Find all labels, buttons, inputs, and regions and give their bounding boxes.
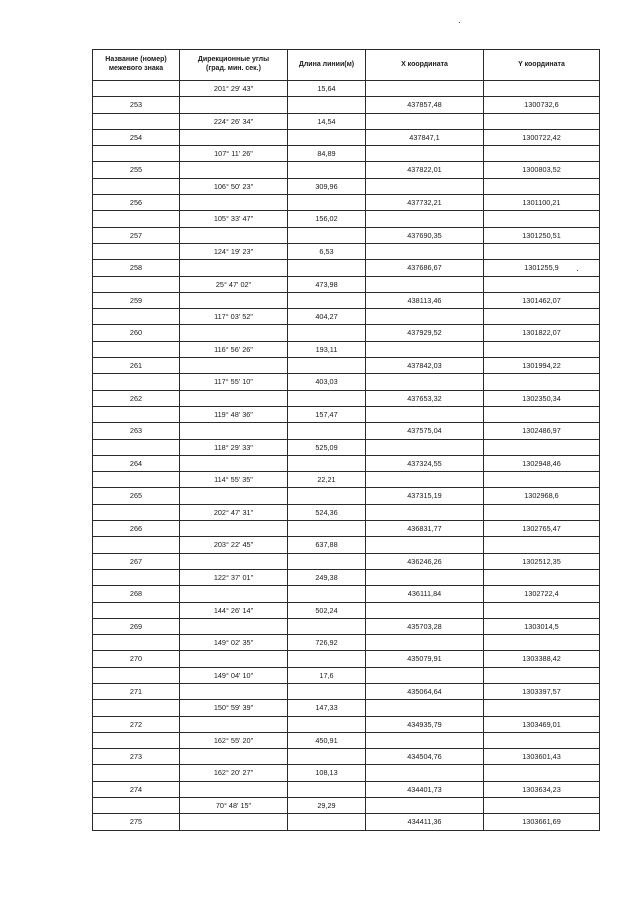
- direction-angle-cell: 114° 55' 35": [180, 472, 288, 488]
- line-length-cell: 524,36: [288, 504, 366, 520]
- y-coordinate-cell: 1301994,22: [484, 358, 600, 374]
- empty-cell: [180, 488, 288, 504]
- direction-angle-cell: 25° 47' 02": [180, 276, 288, 292]
- y-coordinate-cell: 1302512,35: [484, 553, 600, 569]
- empty-cell: [93, 178, 180, 194]
- empty-cell: [366, 732, 484, 748]
- empty-cell: [288, 814, 366, 830]
- direction-angle-cell: 117° 55' 10": [180, 374, 288, 390]
- point-name-cell: 255: [93, 162, 180, 178]
- point-name-cell: 273: [93, 749, 180, 765]
- segment-row: [93, 146, 600, 162]
- empty-cell: [366, 504, 484, 520]
- segment-row: [93, 81, 600, 97]
- line-length-cell: 29,29: [288, 798, 366, 814]
- point-row: [93, 97, 600, 113]
- boundary-coordinates-table: [92, 49, 600, 831]
- empty-cell: [288, 260, 366, 276]
- empty-cell: [366, 602, 484, 618]
- empty-cell: [180, 97, 288, 113]
- direction-angle-cell: 116° 56' 26": [180, 341, 288, 357]
- empty-cell: [366, 211, 484, 227]
- point-name-cell: 271: [93, 683, 180, 699]
- empty-cell: [484, 178, 600, 194]
- x-coordinate-cell: 437690,35: [366, 227, 484, 243]
- direction-angle-cell: 124° 19' 23": [180, 243, 288, 259]
- empty-cell: [180, 325, 288, 341]
- point-name-cell: 259: [93, 292, 180, 308]
- y-coordinate-cell: 1302350,34: [484, 390, 600, 406]
- empty-cell: [93, 700, 180, 716]
- header-point-name: Название (номер) межевого знака: [93, 50, 180, 81]
- y-coordinate-cell: 1303469,01: [484, 716, 600, 732]
- empty-cell: [288, 325, 366, 341]
- empty-cell: [180, 586, 288, 602]
- direction-angle-cell: 70° 48' 15": [180, 798, 288, 814]
- empty-cell: [180, 390, 288, 406]
- empty-cell: [366, 569, 484, 585]
- point-row: [93, 292, 600, 308]
- point-row: [93, 455, 600, 471]
- x-coordinate-cell: 434504,76: [366, 749, 484, 765]
- segment-row: [93, 113, 600, 129]
- empty-cell: [366, 113, 484, 129]
- line-length-cell: 726,92: [288, 635, 366, 651]
- empty-cell: [288, 521, 366, 537]
- point-row: [93, 358, 600, 374]
- empty-cell: [93, 602, 180, 618]
- empty-cell: [288, 423, 366, 439]
- direction-angle-cell: 117° 03' 52": [180, 309, 288, 325]
- empty-cell: [484, 765, 600, 781]
- empty-cell: [484, 439, 600, 455]
- point-name-cell: 275: [93, 814, 180, 830]
- empty-cell: [93, 667, 180, 683]
- direction-angle-cell: 106° 50' 23": [180, 178, 288, 194]
- direction-angle-cell: 119° 48' 36": [180, 406, 288, 422]
- y-coordinate-cell: 1300732,6: [484, 97, 600, 113]
- empty-cell: [484, 537, 600, 553]
- line-length-cell: 6,53: [288, 243, 366, 259]
- empty-cell: [366, 146, 484, 162]
- point-name-cell: 263: [93, 423, 180, 439]
- x-coordinate-cell: 436111,84: [366, 586, 484, 602]
- empty-cell: [180, 814, 288, 830]
- empty-cell: [366, 309, 484, 325]
- segment-row: [93, 537, 600, 553]
- empty-cell: [288, 749, 366, 765]
- point-row: [93, 716, 600, 732]
- line-length-cell: 403,03: [288, 374, 366, 390]
- empty-cell: [180, 683, 288, 699]
- segment-row: [93, 472, 600, 488]
- empty-cell: [484, 341, 600, 357]
- empty-cell: [93, 439, 180, 455]
- empty-cell: [288, 586, 366, 602]
- point-name-cell: 264: [93, 455, 180, 471]
- empty-cell: [484, 700, 600, 716]
- empty-cell: [366, 798, 484, 814]
- empty-cell: [484, 146, 600, 162]
- point-row: [93, 586, 600, 602]
- line-length-cell: 156,02: [288, 211, 366, 227]
- empty-cell: [180, 521, 288, 537]
- empty-cell: [180, 781, 288, 797]
- line-length-cell: 22,21: [288, 472, 366, 488]
- empty-cell: [288, 488, 366, 504]
- empty-cell: [93, 113, 180, 129]
- point-name-cell: 265: [93, 488, 180, 504]
- line-length-cell: 108,13: [288, 765, 366, 781]
- empty-cell: [180, 227, 288, 243]
- point-row: [93, 227, 600, 243]
- empty-cell: [180, 716, 288, 732]
- y-coordinate-cell: 1303014,5: [484, 618, 600, 634]
- x-coordinate-cell: 438113,46: [366, 292, 484, 308]
- y-coordinate-cell: 1303634,23: [484, 781, 600, 797]
- point-row: [93, 651, 600, 667]
- empty-cell: [180, 129, 288, 145]
- empty-cell: [180, 292, 288, 308]
- direction-angle-cell: 122° 37' 01": [180, 569, 288, 585]
- empty-cell: [93, 537, 180, 553]
- empty-cell: [180, 423, 288, 439]
- empty-cell: [180, 618, 288, 634]
- direction-angle-cell: 105° 33' 47": [180, 211, 288, 227]
- segment-row: [93, 211, 600, 227]
- x-coordinate-cell: 435064,64: [366, 683, 484, 699]
- y-coordinate-cell: 1301100,21: [484, 195, 600, 211]
- empty-cell: [484, 602, 600, 618]
- empty-cell: [180, 651, 288, 667]
- x-coordinate-cell: 437686,67: [366, 260, 484, 276]
- empty-cell: [180, 260, 288, 276]
- empty-cell: [484, 472, 600, 488]
- point-name-cell: 272: [93, 716, 180, 732]
- point-name-cell: 257: [93, 227, 180, 243]
- segment-row: [93, 178, 600, 194]
- line-length-cell: 525,09: [288, 439, 366, 455]
- empty-cell: [366, 537, 484, 553]
- empty-cell: [288, 553, 366, 569]
- point-row: [93, 618, 600, 634]
- y-coordinate-cell: 1303601,43: [484, 749, 600, 765]
- empty-cell: [93, 309, 180, 325]
- empty-cell: [484, 667, 600, 683]
- segment-row: [93, 569, 600, 585]
- x-coordinate-cell: 437575,04: [366, 423, 484, 439]
- point-row: [93, 162, 600, 178]
- empty-cell: [93, 243, 180, 259]
- empty-cell: [484, 374, 600, 390]
- line-length-cell: 84,89: [288, 146, 366, 162]
- empty-cell: [366, 700, 484, 716]
- direction-angle-cell: 224° 26' 34": [180, 113, 288, 129]
- empty-cell: [366, 406, 484, 422]
- empty-cell: [484, 211, 600, 227]
- segment-row: [93, 309, 600, 325]
- line-length-cell: 309,96: [288, 178, 366, 194]
- empty-cell: [93, 472, 180, 488]
- x-coordinate-cell: 436246,26: [366, 553, 484, 569]
- segment-row: [93, 341, 600, 357]
- point-row: [93, 749, 600, 765]
- empty-cell: [93, 374, 180, 390]
- point-name-cell: 258: [93, 260, 180, 276]
- empty-cell: [288, 455, 366, 471]
- x-coordinate-cell: 436831,77: [366, 521, 484, 537]
- empty-cell: [180, 749, 288, 765]
- point-name-cell: 266: [93, 521, 180, 537]
- y-coordinate-cell: 1300722,42: [484, 129, 600, 145]
- x-coordinate-cell: 437324,55: [366, 455, 484, 471]
- empty-cell: [484, 732, 600, 748]
- segment-row: [93, 602, 600, 618]
- empty-cell: [180, 195, 288, 211]
- empty-cell: [484, 635, 600, 651]
- point-name-cell: 274: [93, 781, 180, 797]
- y-coordinate-cell: 1302968,6: [484, 488, 600, 504]
- x-coordinate-cell: 437315,19: [366, 488, 484, 504]
- segment-row: [93, 765, 600, 781]
- line-length-cell: 17,6: [288, 667, 366, 683]
- line-length-cell: 15,64: [288, 81, 366, 97]
- empty-cell: [93, 341, 180, 357]
- empty-cell: [93, 798, 180, 814]
- table-body: [93, 81, 600, 831]
- point-name-cell: 262: [93, 390, 180, 406]
- empty-cell: [288, 292, 366, 308]
- empty-cell: [484, 798, 600, 814]
- point-row: [93, 260, 600, 276]
- line-length-cell: 14,54: [288, 113, 366, 129]
- segment-row: [93, 504, 600, 520]
- point-row: [93, 488, 600, 504]
- point-name-cell: 269: [93, 618, 180, 634]
- line-length-cell: 450,91: [288, 732, 366, 748]
- empty-cell: [366, 276, 484, 292]
- empty-cell: [288, 683, 366, 699]
- point-row: [93, 390, 600, 406]
- point-row: [93, 683, 600, 699]
- point-row: [93, 325, 600, 341]
- empty-cell: [288, 781, 366, 797]
- empty-cell: [366, 765, 484, 781]
- empty-cell: [93, 276, 180, 292]
- line-length-cell: 473,98: [288, 276, 366, 292]
- empty-cell: [366, 178, 484, 194]
- y-coordinate-cell: 1303388,42: [484, 651, 600, 667]
- point-row: [93, 521, 600, 537]
- empty-cell: [484, 243, 600, 259]
- y-coordinate-cell: 1301255,9: [484, 260, 600, 276]
- x-coordinate-cell: 434935,79: [366, 716, 484, 732]
- x-coordinate-cell: 437653,32: [366, 390, 484, 406]
- direction-angle-cell: 107° 11' 26": [180, 146, 288, 162]
- empty-cell: [484, 113, 600, 129]
- x-coordinate-cell: 434401,73: [366, 781, 484, 797]
- line-length-cell: 502,24: [288, 602, 366, 618]
- empty-cell: [93, 732, 180, 748]
- y-coordinate-cell: 1301822,07: [484, 325, 600, 341]
- header-row: [93, 50, 600, 81]
- line-length-cell: 404,27: [288, 309, 366, 325]
- empty-cell: [366, 635, 484, 651]
- line-length-cell: 249,38: [288, 569, 366, 585]
- header-y-coordinate: Y координата: [484, 50, 600, 81]
- line-length-cell: 637,88: [288, 537, 366, 553]
- x-coordinate-cell: 437732,21: [366, 195, 484, 211]
- empty-cell: [93, 765, 180, 781]
- direction-angle-cell: 149° 04' 10": [180, 667, 288, 683]
- empty-cell: [180, 455, 288, 471]
- empty-cell: [484, 276, 600, 292]
- empty-cell: [366, 243, 484, 259]
- direction-angle-cell: 144° 26' 14": [180, 602, 288, 618]
- point-row: [93, 129, 600, 145]
- empty-cell: [180, 358, 288, 374]
- empty-cell: [484, 569, 600, 585]
- point-name-cell: 253: [93, 97, 180, 113]
- empty-cell: [93, 504, 180, 520]
- empty-cell: [484, 81, 600, 97]
- x-coordinate-cell: 437842,03: [366, 358, 484, 374]
- direction-angle-cell: 118° 29' 33": [180, 439, 288, 455]
- point-name-cell: 268: [93, 586, 180, 602]
- empty-cell: [288, 618, 366, 634]
- point-name-cell: 254: [93, 129, 180, 145]
- line-length-cell: 157,47: [288, 406, 366, 422]
- x-coordinate-cell: 434411,36: [366, 814, 484, 830]
- point-row: [93, 781, 600, 797]
- direction-angle-cell: 203° 22' 45": [180, 537, 288, 553]
- empty-cell: [93, 635, 180, 651]
- segment-row: [93, 798, 600, 814]
- empty-cell: [288, 195, 366, 211]
- direction-angle-cell: 149° 02' 35": [180, 635, 288, 651]
- empty-cell: [288, 97, 366, 113]
- empty-cell: [484, 406, 600, 422]
- x-coordinate-cell: 437847,1: [366, 129, 484, 145]
- empty-cell: [180, 553, 288, 569]
- segment-row: [93, 374, 600, 390]
- empty-cell: [484, 309, 600, 325]
- point-row: [93, 195, 600, 211]
- empty-cell: [484, 504, 600, 520]
- empty-cell: [366, 341, 484, 357]
- empty-cell: [288, 358, 366, 374]
- y-coordinate-cell: 1301250,51: [484, 227, 600, 243]
- segment-row: [93, 276, 600, 292]
- empty-cell: [93, 211, 180, 227]
- point-name-cell: 267: [93, 553, 180, 569]
- empty-cell: [93, 406, 180, 422]
- x-coordinate-cell: 437857,48: [366, 97, 484, 113]
- point-name-cell: 261: [93, 358, 180, 374]
- segment-row: [93, 700, 600, 716]
- empty-cell: [288, 390, 366, 406]
- y-coordinate-cell: 1301462,07: [484, 292, 600, 308]
- x-coordinate-cell: 437822,01: [366, 162, 484, 178]
- empty-cell: [366, 374, 484, 390]
- segment-row: [93, 439, 600, 455]
- empty-cell: [366, 81, 484, 97]
- segment-row: [93, 635, 600, 651]
- segment-row: [93, 667, 600, 683]
- header-x-coordinate: X координата: [366, 50, 484, 81]
- direction-angle-cell: 162° 20' 27": [180, 765, 288, 781]
- y-coordinate-cell: 1302722,4: [484, 586, 600, 602]
- y-coordinate-cell: 1300803,52: [484, 162, 600, 178]
- point-name-cell: 256: [93, 195, 180, 211]
- segment-row: [93, 732, 600, 748]
- y-coordinate-cell: 1302948,46: [484, 455, 600, 471]
- line-length-cell: 193,11: [288, 341, 366, 357]
- x-coordinate-cell: 435703,28: [366, 618, 484, 634]
- direction-angle-cell: 162° 55' 20": [180, 732, 288, 748]
- empty-cell: [180, 162, 288, 178]
- empty-cell: [93, 146, 180, 162]
- point-name-cell: 260: [93, 325, 180, 341]
- empty-cell: [93, 569, 180, 585]
- point-row: [93, 423, 600, 439]
- direction-angle-cell: 201° 29' 43": [180, 81, 288, 97]
- segment-row: [93, 243, 600, 259]
- point-row: [93, 553, 600, 569]
- empty-cell: [366, 667, 484, 683]
- y-coordinate-cell: 1302486,97: [484, 423, 600, 439]
- segment-row: [93, 406, 600, 422]
- x-coordinate-cell: 437929,52: [366, 325, 484, 341]
- header-direction-angle: Дирекционные углы (град. мин. сек.): [180, 50, 288, 81]
- header-line-length: Длина линии(м): [288, 50, 366, 81]
- y-coordinate-cell: 1302765,47: [484, 521, 600, 537]
- empty-cell: [288, 716, 366, 732]
- empty-cell: [93, 81, 180, 97]
- empty-cell: [366, 439, 484, 455]
- direction-angle-cell: 150° 59' 39": [180, 700, 288, 716]
- empty-cell: [288, 162, 366, 178]
- direction-angle-cell: 202° 47' 31": [180, 504, 288, 520]
- x-coordinate-cell: 435079,91: [366, 651, 484, 667]
- empty-cell: [288, 129, 366, 145]
- line-length-cell: 147,33: [288, 700, 366, 716]
- empty-cell: [288, 651, 366, 667]
- scan-speck: [459, 22, 460, 23]
- empty-cell: [288, 227, 366, 243]
- y-coordinate-cell: 1303397,57: [484, 683, 600, 699]
- point-row: [93, 814, 600, 830]
- y-coordinate-cell: 1303661,69: [484, 814, 600, 830]
- point-name-cell: 270: [93, 651, 180, 667]
- empty-cell: [366, 472, 484, 488]
